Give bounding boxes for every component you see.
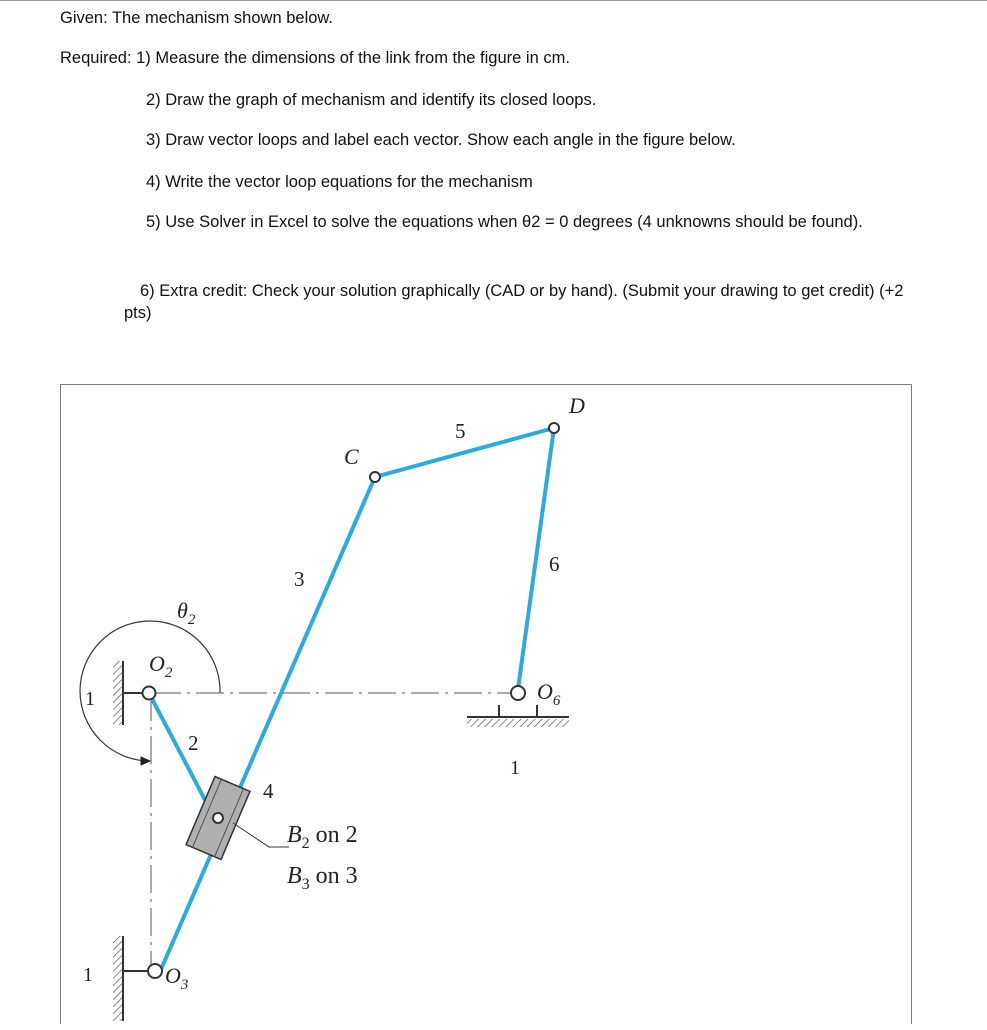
label-theta2: $\theta_2$ xyxy=(177,598,196,628)
item-5: 5) Use Solver in Excel to solve the equations when θ2 = 0 degrees (4 unknowns should be found). xyxy=(146,213,863,231)
label-link-2: 2 xyxy=(188,731,199,755)
label-d: D xyxy=(569,393,585,418)
pin-b xyxy=(213,813,223,823)
label-o6: $O_6$ xyxy=(537,679,561,709)
label-b2-on-2: $B_2$ on 2 xyxy=(287,822,358,852)
label-ground-left: 1 xyxy=(85,688,95,710)
item-3: 3) Draw vector loops and label each vector. Show each angle in the figure below. xyxy=(146,131,736,149)
link-3 xyxy=(159,477,375,974)
pin-d xyxy=(549,423,559,433)
item-2: 2) Draw the graph of mechanism and identify its closed loops. xyxy=(146,91,597,109)
pin-c xyxy=(370,472,380,482)
label-link-4: 4 xyxy=(263,779,274,803)
pivot-bracket-o6 xyxy=(499,705,537,717)
pin-o6 xyxy=(511,686,525,700)
top-rule xyxy=(0,0,987,1)
item-4: 4) Write the vector loop equations for the mechanism xyxy=(146,173,533,191)
ground-hatch-o3 xyxy=(113,936,123,1021)
label-o2: $O_2$ xyxy=(149,651,173,681)
b-leader-line xyxy=(233,823,289,847)
label-ground-bottom: 1 xyxy=(83,964,93,986)
pin-o2 xyxy=(143,687,156,700)
mechanism-figure xyxy=(60,384,912,1024)
label-link-6: 6 xyxy=(549,552,560,576)
required-line: Required: 1) Measure the dimensions of the link from the figure in cm. xyxy=(60,49,570,67)
label-ground-right: 1 xyxy=(510,757,520,779)
pin-o3 xyxy=(148,964,162,978)
label-o3: $O_3$ xyxy=(165,963,189,993)
label-b3-on-3: $B_3$ on 3 xyxy=(287,863,358,893)
mechanism-diagram xyxy=(61,385,913,1025)
label-c: C xyxy=(344,444,359,469)
label-link-3: 3 xyxy=(294,567,305,591)
ground-hatch-o6 xyxy=(467,719,569,727)
given-line: Given: The mechanism shown below. xyxy=(60,9,333,27)
label-link-5: 5 xyxy=(455,419,466,443)
item-6: 6) Extra credit: Check your solution graphically (CAD or by hand). (Submit your drawing to get credit) (+2 pts) xyxy=(124,282,904,322)
ground-hatch-o2 xyxy=(113,661,123,725)
